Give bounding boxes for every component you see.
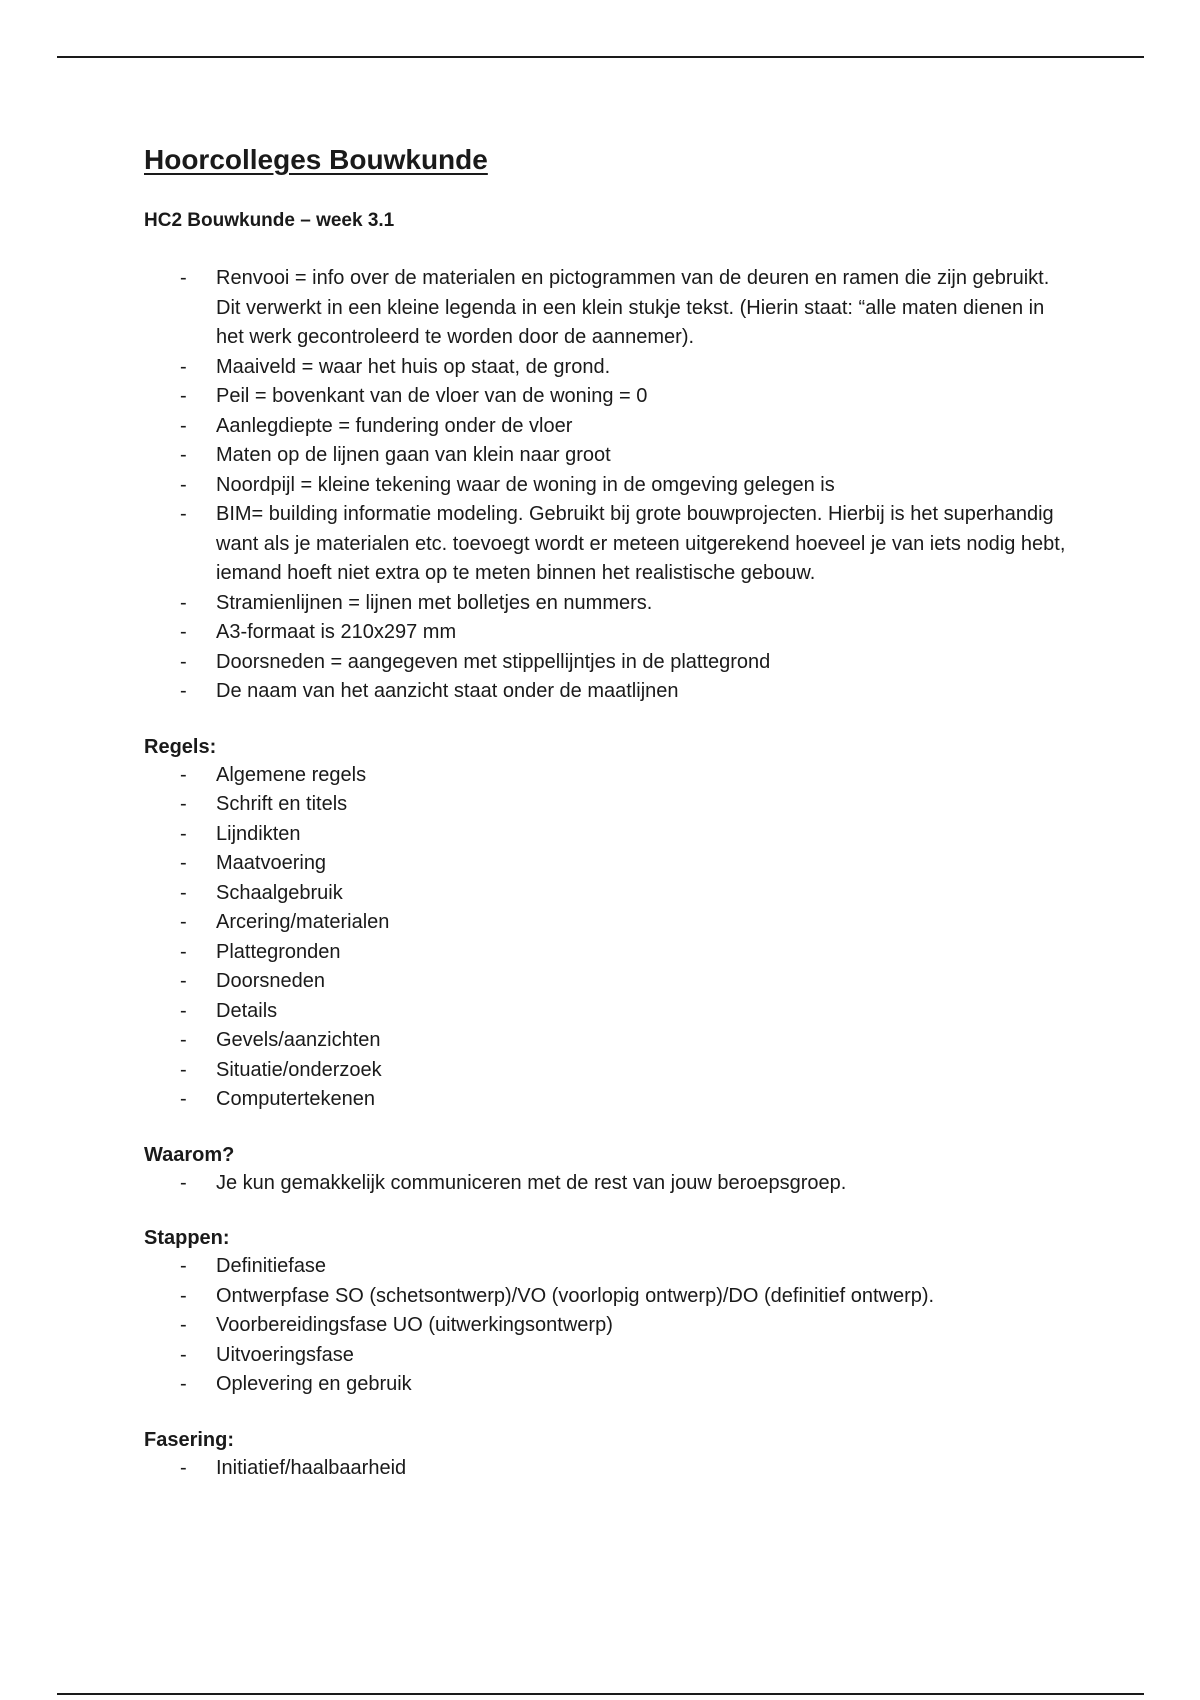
intro-list [144, 264, 1074, 707]
list-item-text: Lijndikten [216, 822, 301, 845]
section-list [144, 761, 1074, 1115]
bullet-dash: - [180, 1456, 187, 1479]
list-item [144, 471, 1074, 501]
list-item [144, 382, 1074, 412]
section [144, 1141, 1074, 1199]
list-item [144, 353, 1074, 383]
list-item-text: Maaiveld = waar het huis op staat, de grond. [216, 355, 611, 378]
bullet-dash: - [180, 793, 187, 815]
list-item-text: Schaalgebruik [216, 881, 343, 904]
list-item-text: BIM= building informatie modeling. Gebruikt bij grote bouwprojecten. Hierbij is het superhandig want als je materialen etc. toevoegt wordt er meteen uitgerekend hoeveel je van iets nodig hebt, iemand hoeft niet extra op te meten binnen het realistische gebouw. [216, 503, 1066, 584]
list-item-text: Definitiefase [216, 1255, 327, 1277]
list-item-text: Je kun gemakkelijk communiceren met de rest van jouw beroepsgroep. [216, 1171, 847, 1194]
list-item [144, 1311, 1074, 1341]
bullet-dash: - [180, 414, 187, 437]
section-list [144, 1454, 1074, 1484]
section [144, 733, 1074, 1115]
list-item [144, 677, 1074, 707]
list-item-text: Computertekenen [216, 1088, 375, 1110]
bullet-dash: - [180, 680, 187, 702]
list-item [144, 790, 1074, 820]
bullet-dash: - [180, 1255, 187, 1277]
section-list [144, 1252, 1074, 1400]
bullet-dash: - [180, 621, 187, 643]
list-item-text: Arcering/materialen [216, 911, 390, 933]
bullet-dash: - [180, 444, 187, 466]
list-item-text: Schrift en titels [216, 793, 348, 815]
list-item-text: Oplevering en gebruik [216, 1373, 412, 1395]
bullet-dash: - [180, 355, 187, 378]
section [144, 1224, 1074, 1400]
bullet-dash: - [180, 1343, 187, 1366]
bullet-dash: - [180, 591, 187, 614]
bullet-dash: - [180, 1284, 187, 1307]
list-item [144, 967, 1074, 997]
list-item-text: A3-formaat is 210x297 mm [216, 621, 457, 643]
list-item [144, 618, 1074, 648]
list-item-text: Details [216, 999, 278, 1022]
list-item [144, 820, 1074, 850]
list-item [144, 1056, 1074, 1086]
list-item [144, 264, 1074, 353]
document-body [144, 140, 1074, 1483]
list-item-text: Noordpijl = kleine tekening waar de woning in de omgeving gelegen is [216, 473, 835, 496]
bullet-dash: - [180, 503, 187, 525]
list-item-text: Maatvoering [216, 852, 327, 874]
section [144, 1426, 1074, 1484]
bullet-dash: - [180, 881, 187, 904]
list-item [144, 441, 1074, 471]
bullet-dash: - [180, 763, 187, 786]
bullet-dash: - [180, 970, 187, 992]
bullet-dash: - [180, 1171, 187, 1194]
list-item [144, 1252, 1074, 1282]
section-heading: Fasering: [144, 1428, 235, 1451]
bullet-dash: - [180, 822, 187, 845]
list-item-text: Maten op de lijnen gaan van klein naar groot [216, 444, 611, 466]
list-item-text: Doorsneden [216, 970, 325, 992]
sections [144, 733, 1074, 1484]
list-item-text: Ontwerpfase SO (schetsontwerp)/VO (voorlopig ontwerp)/DO (definitief ontwerp). [216, 1284, 935, 1307]
bullet-dash: - [180, 385, 187, 407]
list-item [144, 1370, 1074, 1400]
list-item [144, 1026, 1074, 1056]
list-item [144, 500, 1074, 589]
list-item-text: Stramienlijnen = lijnen met bolletjes en nummers. [216, 591, 653, 614]
bullet-dash: - [180, 473, 187, 496]
list-item [144, 1085, 1074, 1115]
list-item [144, 997, 1074, 1027]
list-item-text: Aanlegdiepte = fundering onder de vloer [216, 414, 573, 437]
bullet-dash: - [180, 1314, 187, 1336]
header-rule [57, 56, 1144, 58]
lecture-subtitle: HC2 Bouwkunde – week 3.1 [144, 210, 395, 231]
list-item-text: Gevels/aanzichten [216, 1029, 381, 1051]
section-list [144, 1169, 1074, 1199]
list-item-text: Initiatief/haalbaarheid [216, 1456, 407, 1479]
section-heading: Stappen: [144, 1227, 230, 1249]
list-item [144, 849, 1074, 879]
list-item-text: Uitvoeringsfase [216, 1343, 354, 1366]
bullet-dash: - [180, 940, 187, 963]
list-item-text: Renvooi = info over de materialen en pictogrammen van de deuren en ramen die zijn gebruikt. Dit verwerkt in een kleine legenda in een klein stukje tekst. (Hierin staat: “alle maten dienen in het werk gecontroleerd te worden door de aannemer). [216, 267, 1050, 348]
bullet-dash: - [180, 1029, 187, 1051]
list-item-text: Plattegronden [216, 940, 341, 963]
list-item [144, 412, 1074, 442]
list-item [144, 1341, 1074, 1371]
bullet-dash: - [180, 999, 187, 1022]
list-item [144, 1169, 1074, 1199]
list-item [144, 1282, 1074, 1312]
footer-rule [57, 1693, 1144, 1695]
list-item-text: Doorsneden = aangegeven met stippellijntjes in de plattegrond [216, 650, 771, 673]
bullet-dash: - [180, 1058, 187, 1081]
section-heading: Regels: [144, 735, 217, 758]
bullet-dash: - [180, 650, 187, 673]
bullet-dash: - [180, 1373, 187, 1395]
list-item-text: De naam van het aanzicht staat onder de maatlijnen [216, 680, 679, 702]
bullet-dash: - [180, 1088, 187, 1110]
list-item [144, 1454, 1074, 1484]
list-item [144, 648, 1074, 678]
list-item-text: Situatie/onderzoek [216, 1058, 382, 1081]
bullet-dash: - [180, 852, 187, 874]
list-item [144, 879, 1074, 909]
list-item-text: Peil = bovenkant van de vloer van de woning = 0 [216, 385, 648, 407]
list-item [144, 589, 1074, 619]
list-item [144, 761, 1074, 791]
list-item-text: Voorbereidingsfase UO (uitwerkingsontwerp) [216, 1314, 613, 1336]
section-heading: Waarom? [144, 1143, 235, 1166]
bullet-dash: - [180, 267, 187, 289]
list-item [144, 938, 1074, 968]
bullet-dash: - [180, 911, 187, 933]
list-item-text: Algemene regels [216, 763, 367, 786]
page-title: Hoorcolleges Bouwkunde [144, 144, 488, 175]
list-item [144, 908, 1074, 938]
